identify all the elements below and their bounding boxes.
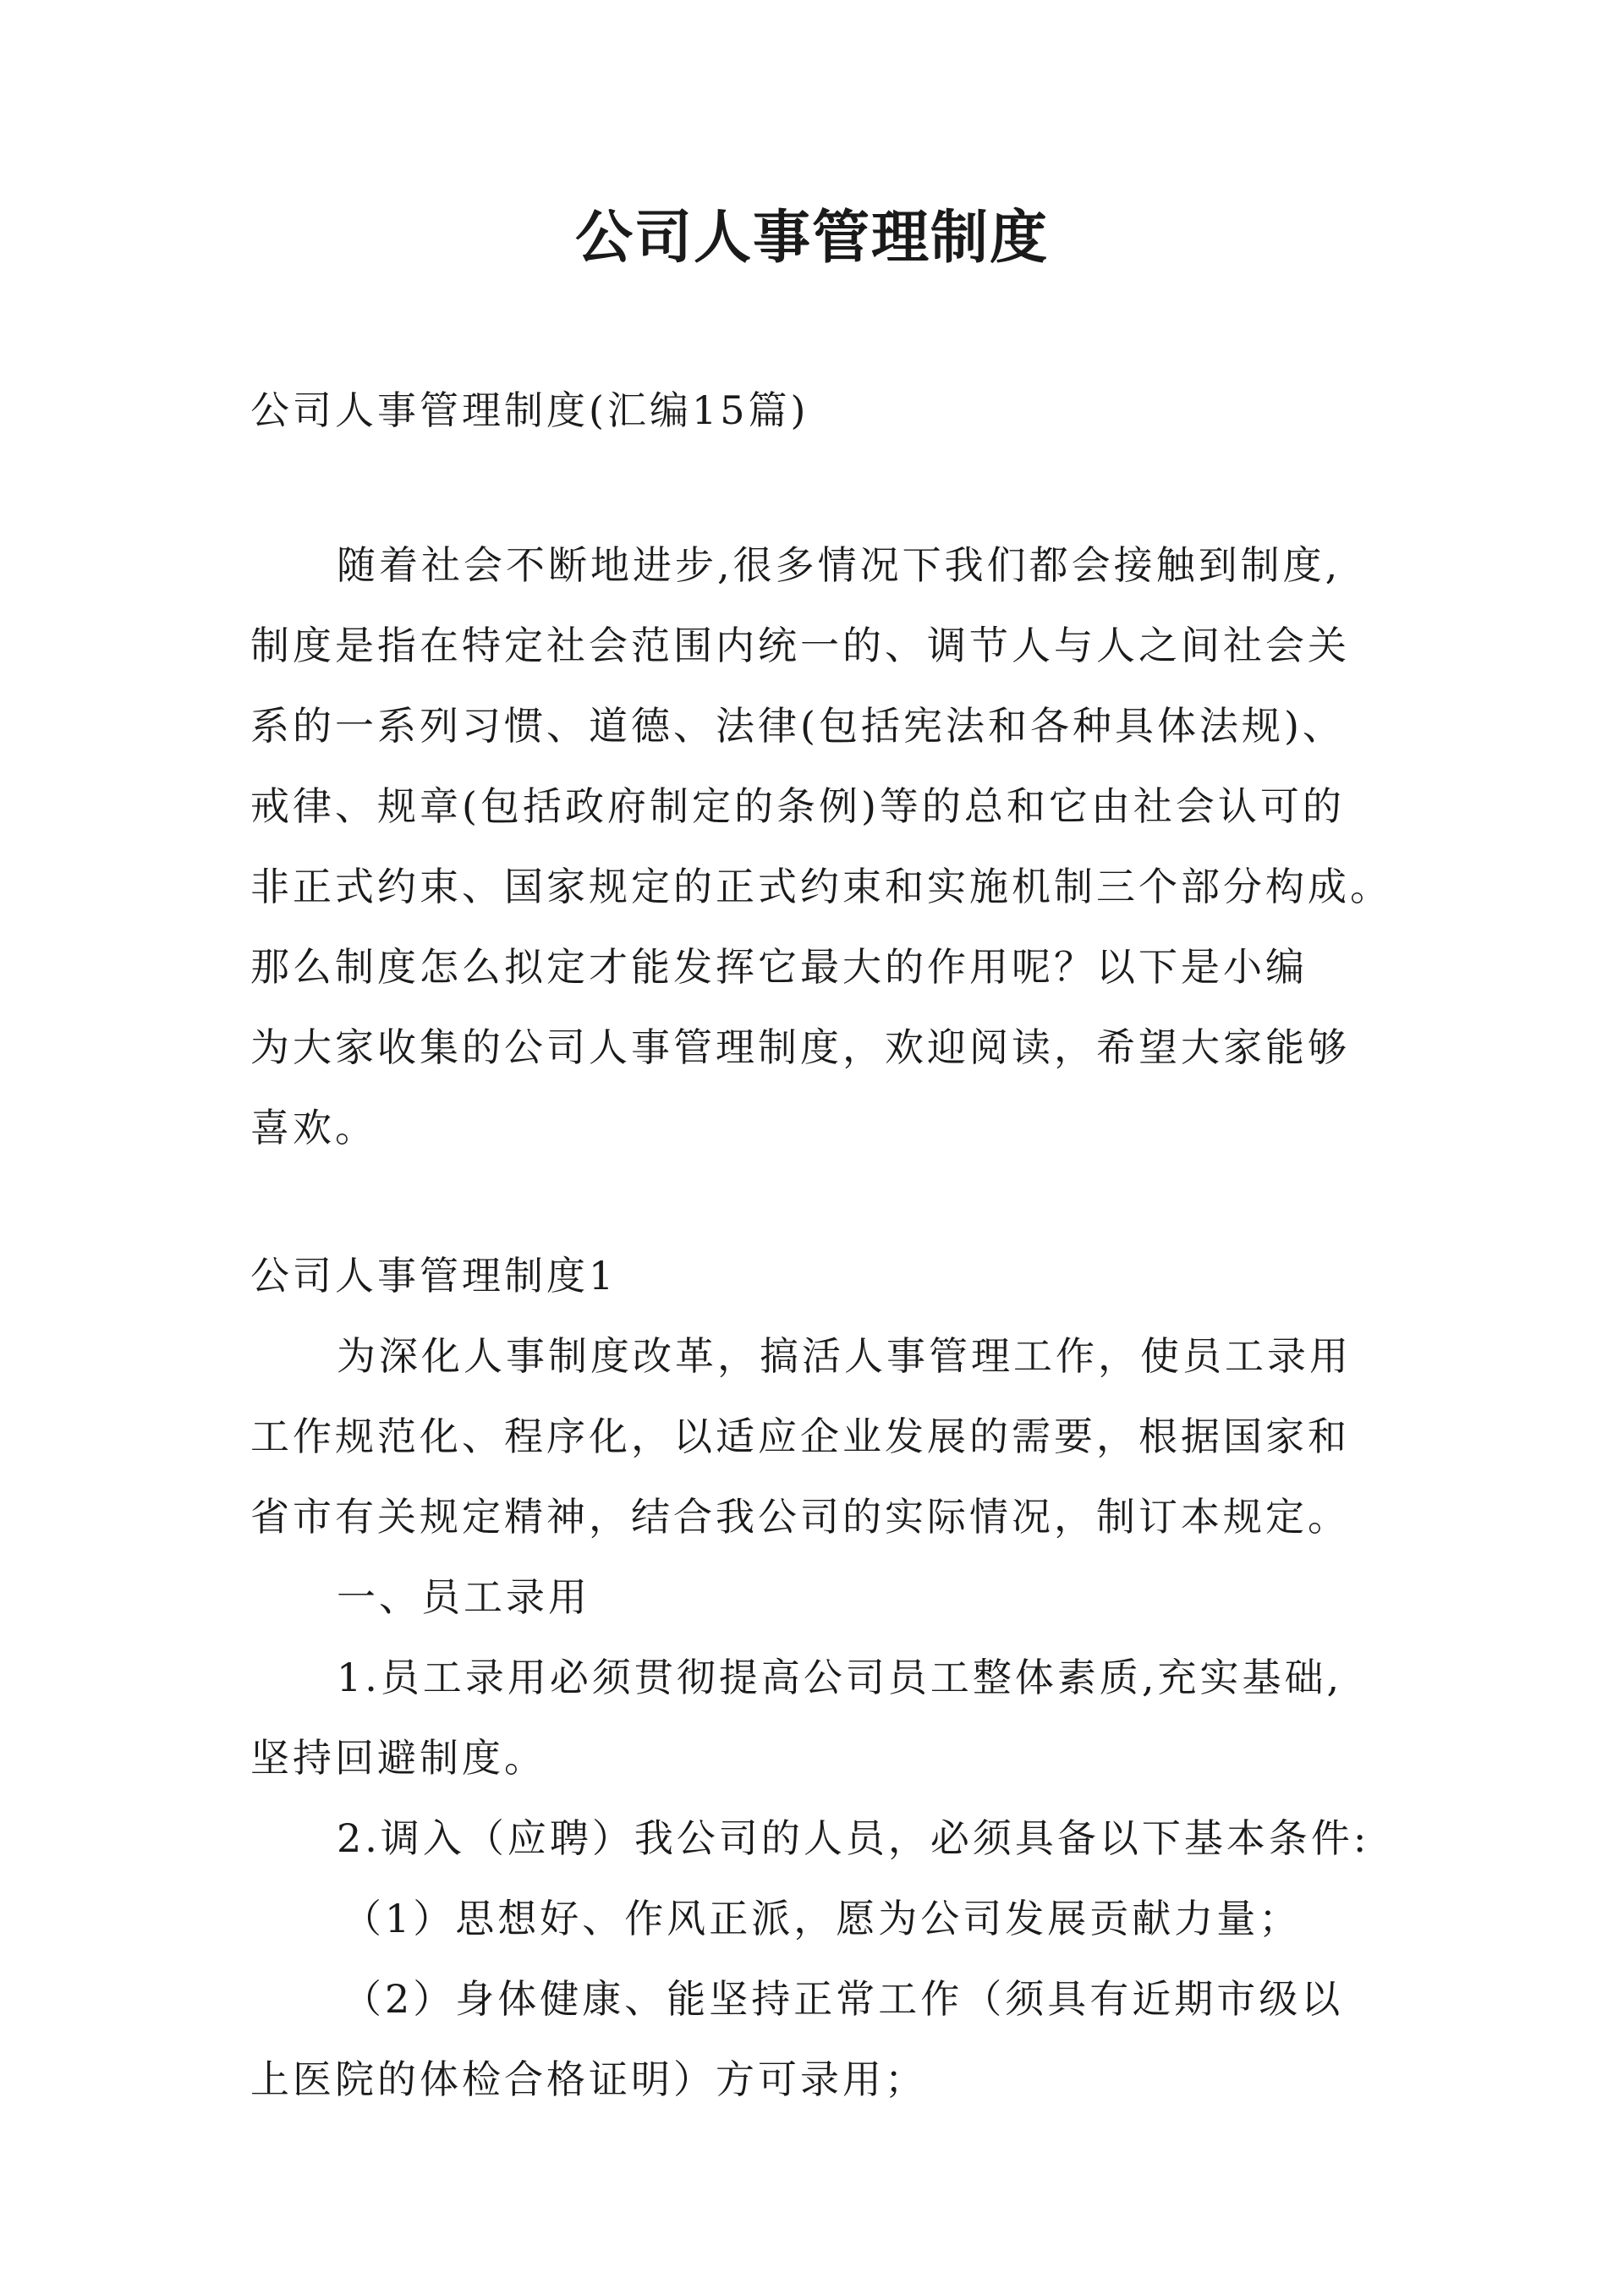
list-item: 坚持回避制度。 <box>250 1735 546 1781</box>
intro-line: 喜欢。 <box>250 1105 377 1150</box>
intro-line: 系的一系列习惯、道德、法律(包括宪法和各种具体法规)、 <box>250 703 1345 749</box>
section-para-line: 工作规范化、程序化，以适应企业发展的需要，根据国家和 <box>250 1414 1350 1459</box>
intro-line: 戒律、规章(包括政府制定的条例)等的总和它由社会认可的 <box>250 783 1345 829</box>
condition-item: 上医院的体检合格证明）方可录用； <box>250 2056 927 2102</box>
intro-line: 非正式约束、国家规定的正式约束和实施机制三个部分构成。 <box>250 864 1392 909</box>
section-para-line: 省市有关规定精神，结合我公司的实际情况，制订本规定。 <box>250 1494 1350 1540</box>
intro-line: 为大家收集的公司人事管理制度，欢迎阅读，希望大家能够 <box>250 1024 1350 1070</box>
section-para-line: 为深化人事制度改革，搞活人事管理工作，使员工录用 <box>337 1333 1352 1379</box>
intro-line: 随着社会不断地进步,很多情况下我们都会接触到制度, <box>337 542 1341 588</box>
list-item: 1.员工录用必须贯彻提高公司员工整体素质,充实基础, <box>337 1655 1343 1700</box>
part-heading: 一、员工录用 <box>337 1574 590 1620</box>
list-item: 2.调入（应聘）我公司的人员，必须具备以下基本条件: <box>337 1815 1370 1861</box>
section-heading: 公司人事管理制度1 <box>250 1253 617 1298</box>
condition-item: （2）身体健康、能坚持正常工作（须具有近期市级以 <box>343 1976 1344 2022</box>
document-title: 公司人事管理制度 <box>574 205 1049 272</box>
intro-line: 制度是指在特定社会范围内统一的、调节人与人之间社会关 <box>250 623 1350 668</box>
intro-line: 那么制度怎么拟定才能发挥它最大的作用呢？以下是小编 <box>250 944 1308 990</box>
condition-item: （1）思想好、作风正派，愿为公司发展贡献力量； <box>343 1896 1302 1941</box>
document-subtitle: 公司人事管理制度(汇编15篇) <box>250 387 809 433</box>
